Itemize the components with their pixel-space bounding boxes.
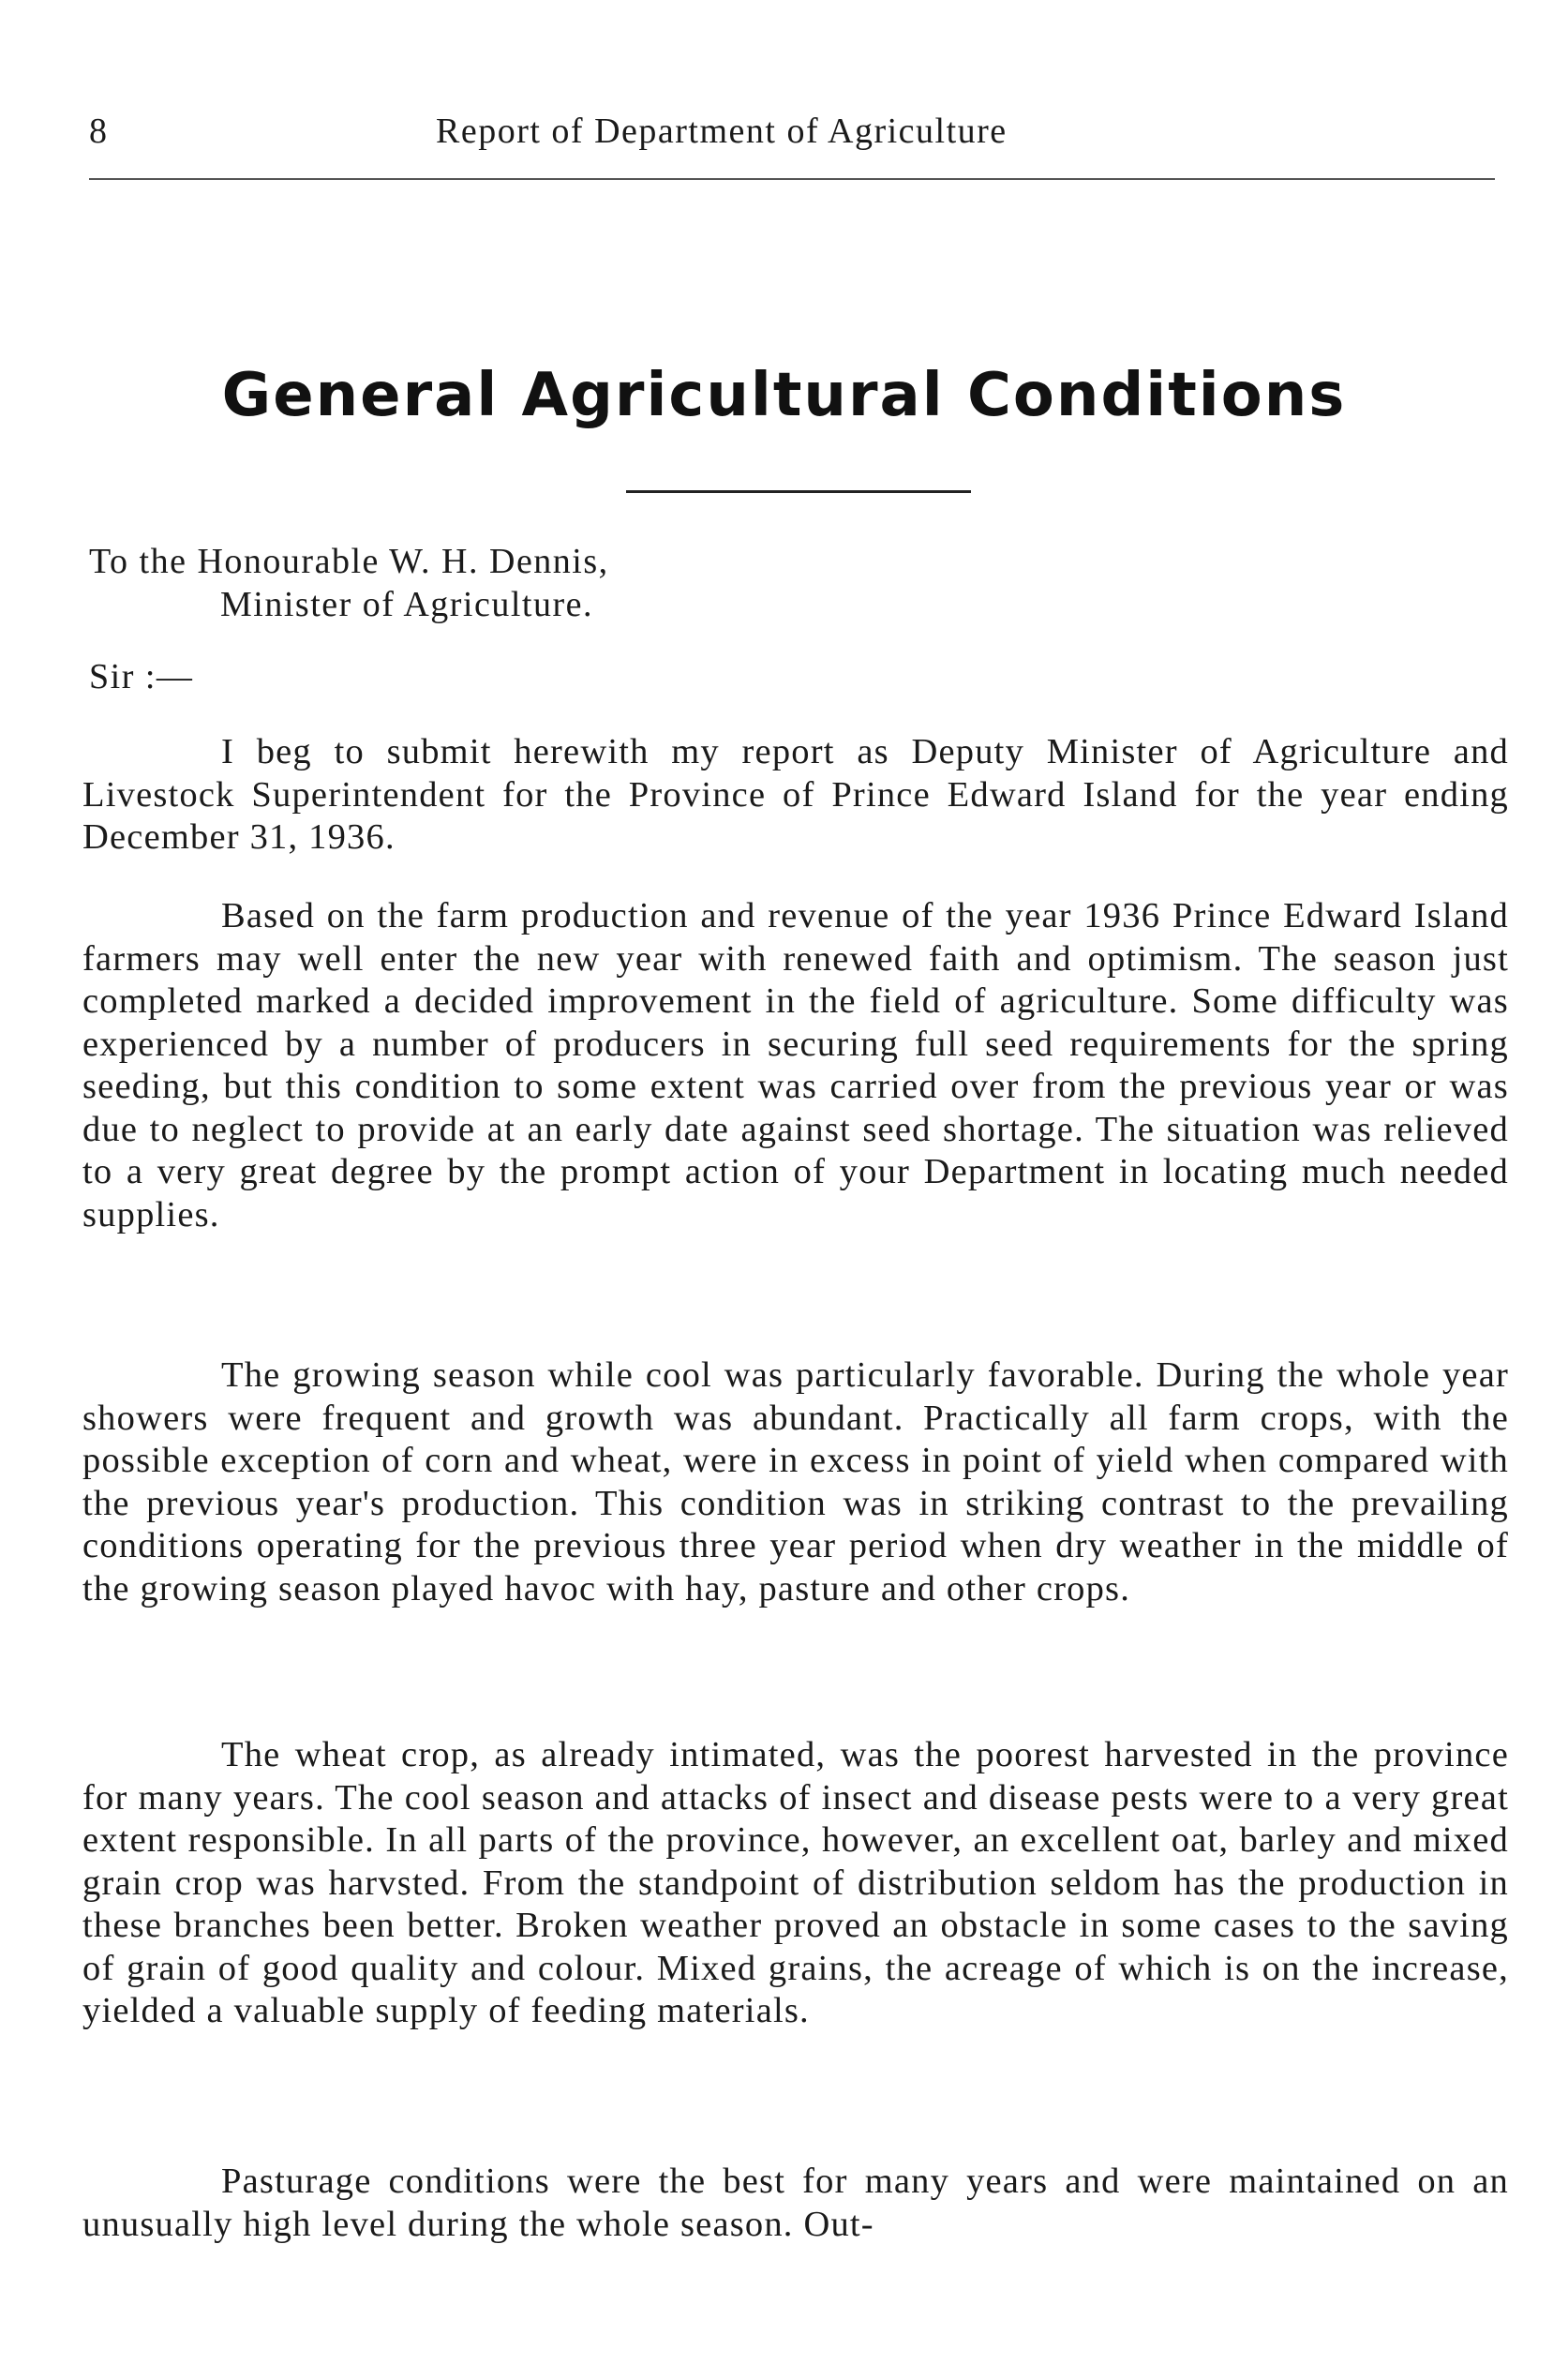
addressee-line-1: To the Honourable W. H. Dennis,	[89, 542, 609, 581]
greeting: Sir :—	[89, 657, 194, 696]
paragraph-5: Pasturage conditions were the best for many years and were maintained on an unusually high level during the whole season. Out-	[82, 2162, 1509, 2244]
running-title: Report of Department of Agriculture	[436, 112, 1008, 151]
header-rule	[89, 178, 1495, 180]
paragraph-4: The wheat crop, as already intimated, was the poorest harvested in the province for many years. The cool season and attacks of insect and disease pests were to a very great extent responsible. In all parts of the province, however, an excellent oat, barley and mixed grain crop was harvsted. From the standpoint of distribution seldom has the production in these branches been better. Broken weather proved an obstacle in some cases to the saving of grain of good quality and colour. Mixed grains, the acreage of which is on the increase, yielded a valuable supply of feeding materials.	[82, 1735, 1509, 2030]
page-number: 8	[89, 112, 108, 151]
running-header	[89, 111, 1495, 157]
title-underline	[626, 490, 971, 493]
addressee-line-2: Minister of Agriculture.	[220, 585, 593, 624]
addressee-block	[89, 540, 609, 626]
section-title: General Agricultural Conditions	[221, 361, 1347, 430]
paragraph-1: I beg to submit herewith my report as Deputy Minister of Agriculture and Livestock Superintendent for the Province of Prince Edward Island for the year ending December 31, 1936.	[82, 732, 1509, 857]
paragraph-2: Based on the farm production and revenue of the year 1936 Prince Edward Island farmers may well enter the new year with renewed faith and optimism. The season just completed marked a decided improvement in the field of agriculture. Some difficulty was experienced by a number of producers in securing full seed requirements for the spring seeding, but this condition to some extent was carried over from the previous year or was due to neglect to provide at an early date against seed shortage. The situation was relieved to a very great degree by the prompt action of your Department in locating much needed supplies.	[82, 896, 1509, 1234]
paragraph-3: The growing season while cool was particularly favorable. During the whole year showers were frequent and growth was abundant. Practically all farm crops, with the possible exception of corn and wheat, were in excess in point of yield when compared with the previous year's production. This condition was in striking contrast to the prevailing conditions operating for the previous three year period when dry weather in the middle of the growing season played havoc with hay, pasture and other crops.	[82, 1355, 1509, 1608]
